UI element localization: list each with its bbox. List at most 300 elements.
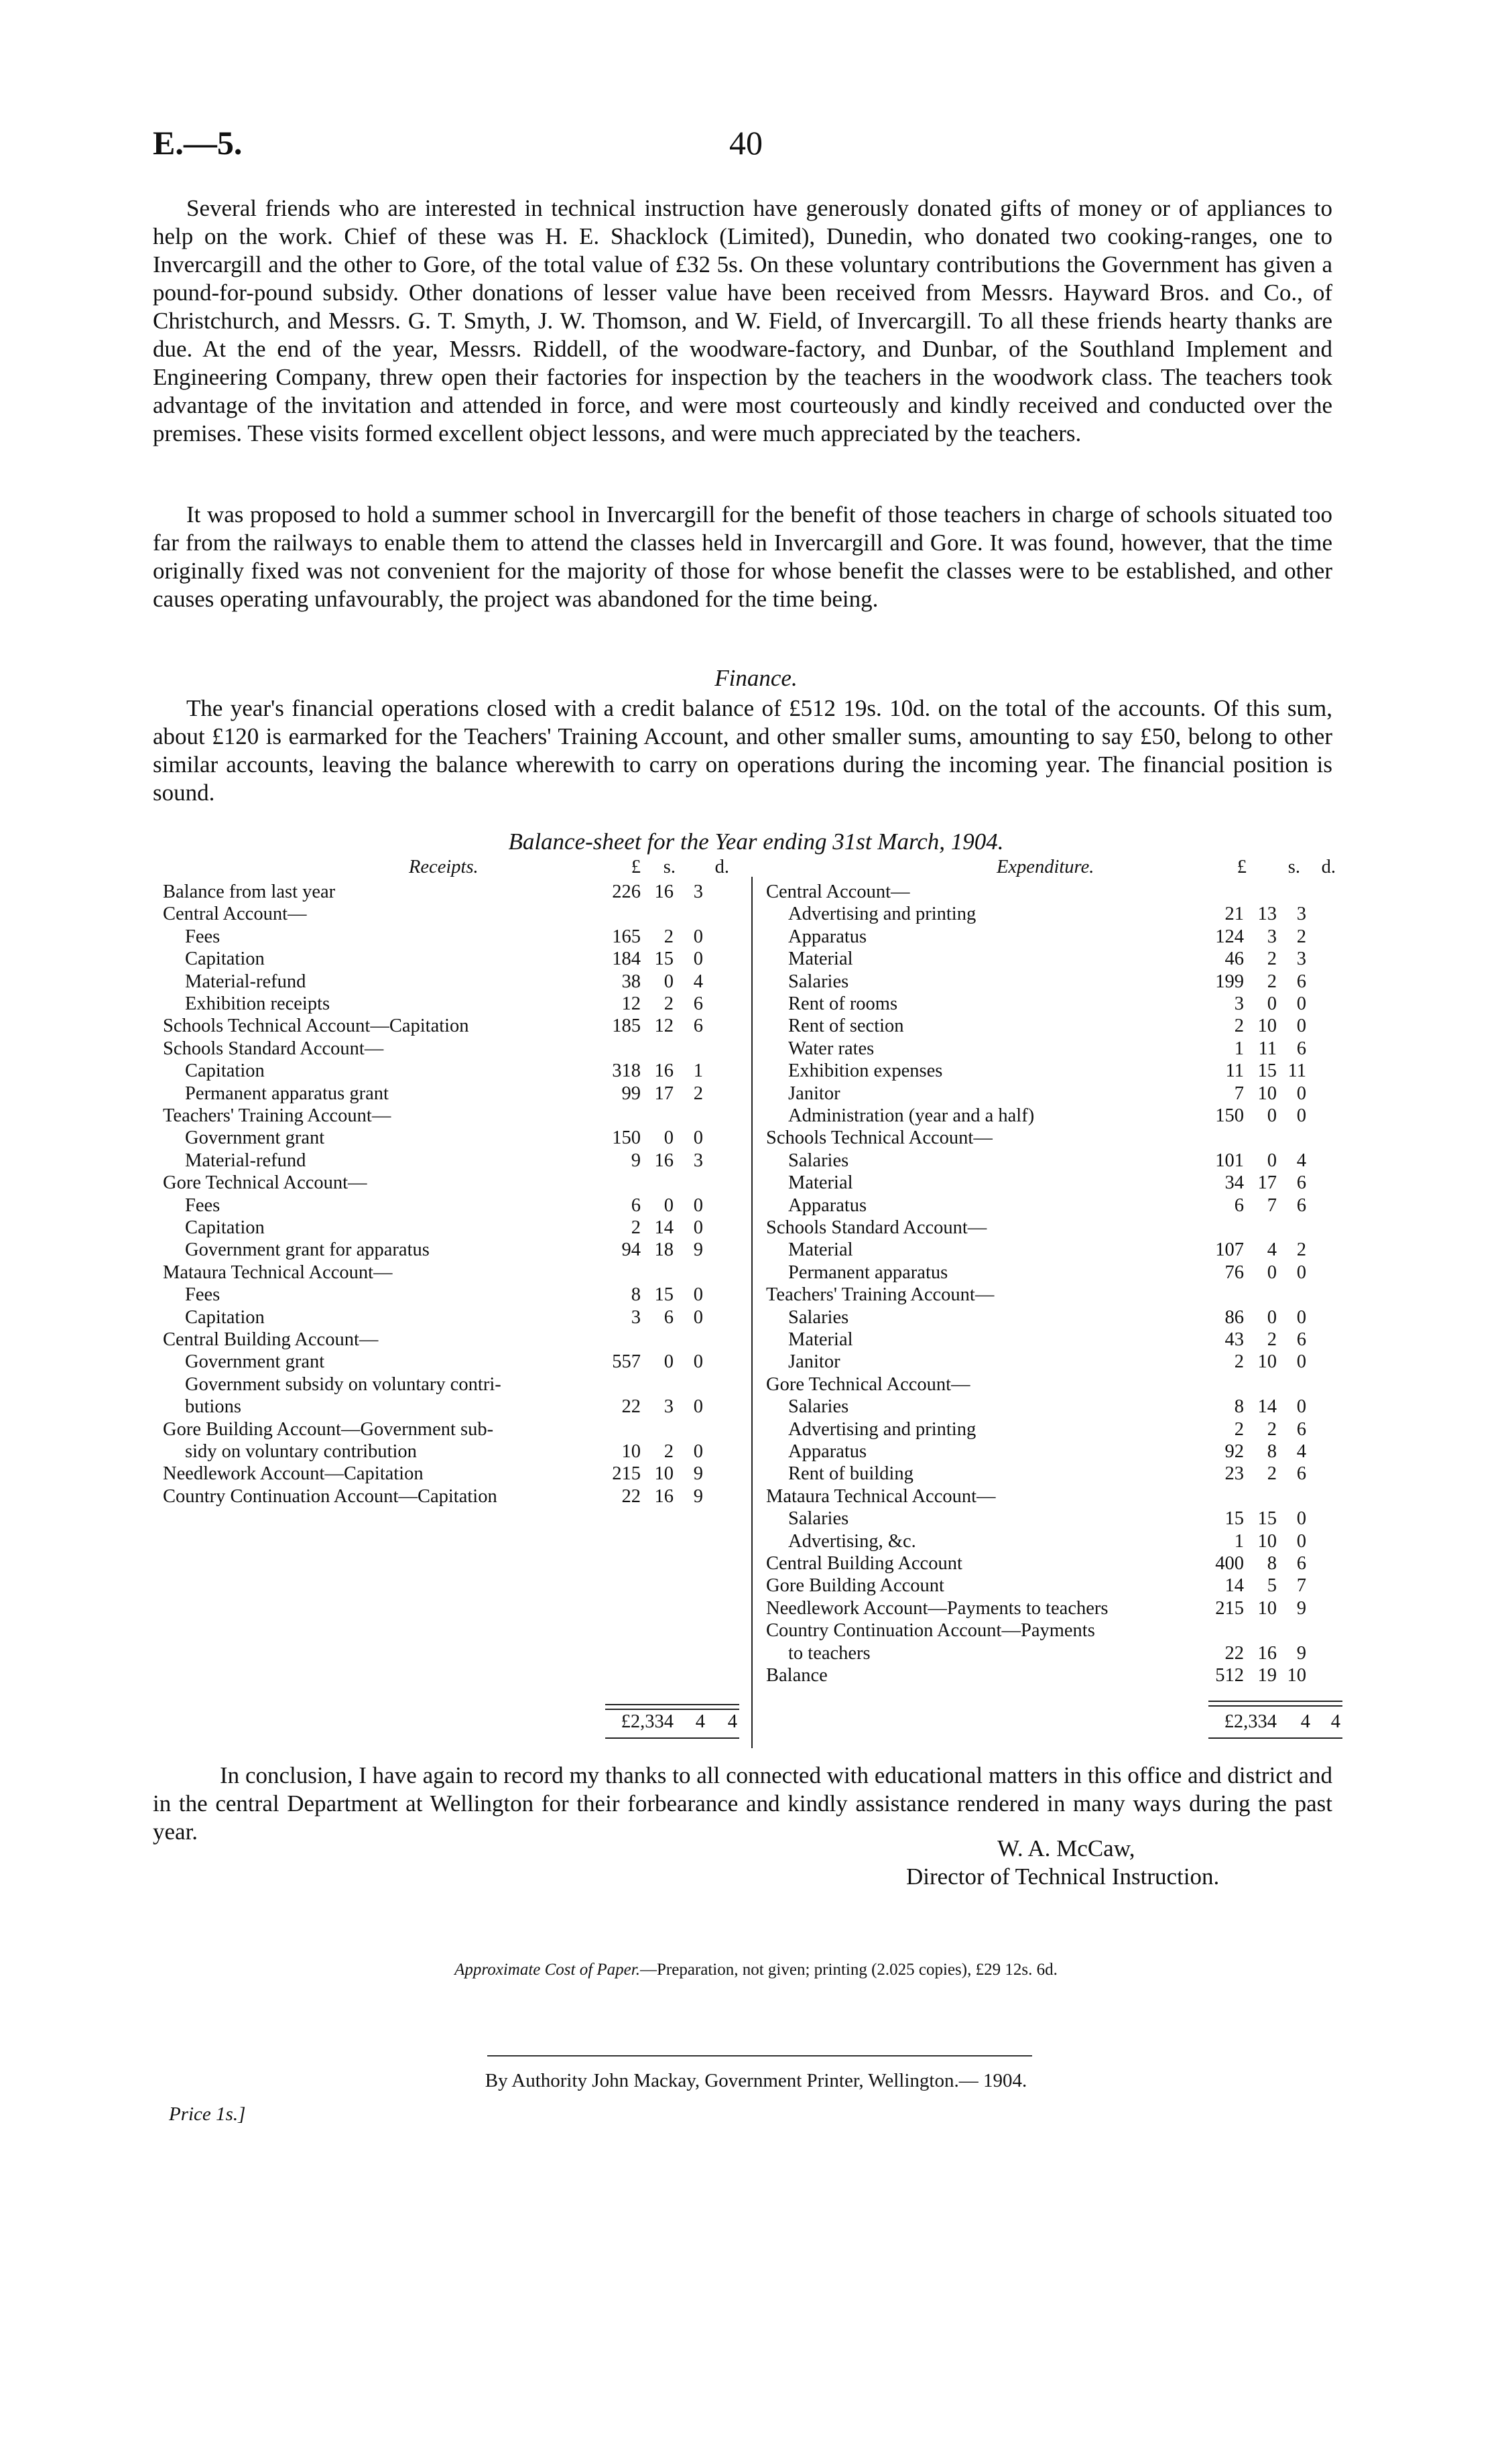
closing-paragraph [153,1762,1332,1846]
ledger-amount-l: 14 [1224,1575,1244,1597]
ledger-label: Janitor [788,1083,840,1104]
ledger-amount-s: 14 [654,1217,674,1238]
ledger-amount-l: 22 [621,1485,641,1507]
ledger-amount-d: 0 [1296,1530,1306,1552]
ledger-row [766,1105,1342,1127]
ledger-row [163,1105,746,1127]
ledger-label: Material [788,948,853,970]
ledger-label: Government subsidy on voluntary contri- [185,1373,501,1395]
ledger-row [766,1306,1342,1329]
ledger-row [766,1373,1342,1396]
expenditure-ledger [766,881,1342,1719]
ledger-label: Advertising and printing [788,904,976,925]
ledger-amount-l: 76 [1224,1262,1244,1283]
ledger-label: Exhibition receipts [185,993,330,1014]
ledger-amount-s: 2 [1267,1329,1277,1350]
ledger-amount-s: 0 [664,971,674,992]
ledger-amount-d: 0 [693,1351,703,1373]
ledger-label: Balance [766,1665,828,1686]
ledger-amount-s: 2 [1267,1463,1277,1485]
ledger-amount-s: 7 [1267,1194,1277,1216]
ledger-row [766,948,1342,970]
ledger-amount-d: 0 [1296,1306,1306,1328]
ledger-amount-s: 0 [1267,1105,1277,1126]
ledger-row [766,881,1342,903]
ledger-amount-l: 226 [612,881,641,902]
ledger-label: Permanent apparatus [788,1262,948,1283]
ledger-amount-d: 0 [693,1217,703,1238]
ledger-label: Fees [185,1284,220,1306]
ledger-label: Needlework Account—Capitation [163,1463,424,1485]
ledger-amount-s: 2 [1267,971,1277,992]
ledger-row [163,1396,746,1418]
ledger-amount-s: 19 [1257,1665,1277,1686]
ledger-amount-d: 9 [1296,1597,1306,1619]
ledger-amount-d: 6 [1296,1194,1306,1216]
receipts-total-rule-bottom [605,1737,739,1739]
ledger-label: Capitation [185,1306,265,1328]
receipts-total-l: £2,334 [621,1711,674,1732]
ledger-amount-d: 2 [1296,1239,1306,1261]
ledger-row [766,1351,1342,1373]
currency-shilling-receipts: s. [663,857,676,877]
ledger-row [163,1306,746,1329]
ledger-row [766,1418,1342,1440]
ledger-amount-l: 557 [612,1351,641,1373]
ledger-amount-l: 101 [1215,1150,1244,1171]
ledger-amount-d: 0 [1296,1508,1306,1530]
ledger-amount-l: 3 [631,1306,641,1328]
ledger-amount-s: 8 [1267,1553,1277,1574]
paragraph-text: It was proposed to hold a summer school in Invercargill for the benefit of those teachers in charge of schools situated too far from the railways to enable them to attend the classes held in Invercargill and Gore. It was found, however, that the time originally fixed was not convenient for the majority of those for whose benefit the classes were to be established, and other causes operating unfavourably, the project was abandoned for the time being. [153,501,1332,612]
ledger-row [766,971,1342,993]
ledger-label: Central Building Account— [163,1329,379,1350]
ledger-label: Teachers' Training Account— [163,1105,391,1126]
ledger-amount-l: 94 [621,1239,641,1261]
receipts-total-rule-top [605,1704,739,1705]
ledger-label: Rent of section [788,1016,904,1037]
ledger-label: Material-refund [185,1150,306,1171]
ledger-amount-d: 2 [693,1083,703,1104]
page-ref: E.—5. [153,124,243,162]
ledger-amount-l: 6 [1234,1194,1244,1216]
ledger-amount-s: 18 [654,1239,674,1261]
ledger-amount-l: 11 [1225,1060,1244,1082]
ledger-amount-s: 14 [1257,1396,1277,1418]
ledger-amount-s: 0 [1267,1262,1277,1283]
currency-shilling-expenditure: s. [1287,857,1300,877]
ledger-label: Advertising and printing [788,1418,976,1440]
ledger-row [163,1284,746,1306]
ledger-row [766,1619,1342,1642]
receipts-heading: Receipts. [409,857,479,877]
ledger-row [766,1575,1342,1597]
ledger-row [766,1329,1342,1351]
ledger-amount-l: 1 [1234,1530,1244,1552]
footer-rule [487,2055,1032,2057]
ledger-label: Schools Standard Account— [163,1038,384,1059]
ledger-label: to teachers [788,1642,871,1664]
ledger-label: Apparatus [788,1441,867,1462]
paragraph-text: The year's financial operations closed with a credit balance of £512 19s. 10d. on the total of the accounts. Of this sum, about £120 is earmarked for the Teachers' Training Account, and other smaller sums, amounting to say £50, belong to other similar accounts, leaving the balance wherewith to carry on operations during the incoming year. The financial position is sound. [153,695,1332,806]
ledger-amount-l: 400 [1215,1553,1244,1574]
receipts-total-d: 4 [727,1711,737,1732]
ledger-row [766,903,1342,925]
ledger-row [766,1485,1342,1508]
ledger-label: Schools Standard Account— [766,1217,987,1238]
ledger-row [766,1015,1342,1037]
ledger-amount-s: 10 [1257,1530,1277,1552]
ledger-amount-s: 15 [654,948,674,970]
expenditure-total-rule-top [1208,1701,1342,1702]
ledger-row [163,1262,746,1284]
ledger-label: Central Building Account [766,1553,962,1574]
ledger-label: Gore Technical Account— [163,1172,367,1194]
ledger-row [163,1038,746,1060]
ledger-row [163,1060,746,1082]
ledger-row [766,1150,1342,1172]
currency-pound-receipts: £ [631,857,641,877]
receipts-ledger [163,881,746,1719]
balance-sheet-title: Balance-sheet for the Year ending 31st March, 1904. [508,829,1004,855]
ledger-amount-d: 1 [693,1060,703,1082]
expenditure-total-s: 4 [1300,1711,1310,1732]
ledger-amount-d: 0 [693,1441,703,1462]
ledger-amount-s: 13 [1257,904,1277,925]
ledger-row [766,1060,1342,1082]
ledger-amount-s: 10 [1257,1351,1277,1373]
ledger-amount-s: 16 [654,881,674,902]
ledger-amount-d: 4 [693,971,703,992]
ledger-amount-l: 2 [631,1217,641,1238]
ledger-amount-l: 15 [1224,1508,1244,1530]
ledger-amount-s: 0 [664,1127,674,1149]
ledger-amount-d: 6 [1296,1418,1306,1440]
ledger-amount-d: 0 [1296,1262,1306,1283]
ledger-amount-l: 22 [1224,1642,1244,1664]
ledger-row [163,1463,746,1485]
ledger-row [766,1508,1342,1530]
ledger-label: Gore Building Account [766,1575,944,1597]
ledger-row [766,1172,1342,1194]
ledger-amount-l: 150 [612,1127,641,1149]
ledger-row [766,1284,1342,1306]
ledger-label: Water rates [788,1038,875,1059]
expenditure-total-rule-top2 [1208,1705,1342,1707]
ledger-amount-d: 6 [1296,971,1306,992]
ledger-amount-s: 12 [654,1016,674,1037]
ledger-row [766,1217,1342,1239]
ledger-label: Government grant [185,1127,325,1149]
ledger-amount-d: 9 [1296,1642,1306,1664]
ledger-amount-s: 15 [1257,1508,1277,1530]
ledger-amount-s: 10 [1257,1016,1277,1037]
ledger-amount-d: 0 [1296,1396,1306,1418]
ledger-amount-s: 6 [664,1306,674,1328]
ledger-label: butions [185,1396,241,1418]
ledger-row [766,993,1342,1015]
ledger-label: Country Continuation Account—Payments [766,1620,1095,1642]
ledger-amount-l: 43 [1224,1329,1244,1350]
ledger-amount-d: 0 [1296,1351,1306,1373]
currency-pence-receipts: d. [714,857,729,877]
ledger-amount-l: 165 [612,926,641,947]
ledger-amount-s: 8 [1267,1441,1277,1462]
ledger-row [163,948,746,970]
ledger-amount-s: 3 [1267,926,1277,947]
ledger-row [766,1262,1342,1284]
ledger-label: Fees [185,1194,220,1216]
ledger-amount-d: 6 [1296,1463,1306,1485]
ledger-amount-d: 0 [1296,1016,1306,1037]
ledger-row [766,1664,1342,1686]
ledger-amount-d: 4 [1296,1150,1306,1171]
approximate-cost-text: —Preparation, not given; printing (2.025 copies), £29 12s. 6d. [640,1961,1058,1979]
ledger-amount-d: 9 [693,1485,703,1507]
ledger-amount-l: 38 [621,971,641,992]
ledger-label: Salaries [788,1306,849,1328]
ledger-label: Country Continuation Account—Capitation [163,1485,497,1507]
ledger-row [766,1530,1342,1552]
ledger-amount-d: 3 [1296,904,1306,925]
ledger-amount-s: 2 [664,993,674,1014]
ledger-label: Capitation [185,1060,265,1082]
ledger-row [163,1351,746,1373]
expenditure-total-l: £2,334 [1224,1711,1277,1732]
ledger-label: Material [788,1329,853,1350]
ledger-amount-l: 34 [1224,1172,1244,1194]
ledger-amount-d: 4 [1296,1441,1306,1462]
ledger-amount-l: 150 [1215,1105,1244,1126]
ledger-label: Exhibition expenses [788,1060,943,1082]
column-divider [751,877,753,1748]
ledger-label: Material [788,1239,853,1261]
ledger-amount-s: 0 [1267,1150,1277,1171]
ledger-row [163,1440,746,1463]
ledger-label: Apparatus [788,926,867,947]
ledger-row [766,1642,1342,1664]
page-number: 40 [729,124,763,162]
approximate-cost-label: Approximate Cost of Paper. [454,1961,640,1979]
ledger-amount-s: 2 [1267,948,1277,970]
ledger-amount-s: 3 [664,1396,674,1418]
ledger-amount-l: 1 [1234,1038,1244,1059]
ledger-label: Schools Technical Account— [766,1127,993,1149]
ledger-row [766,1396,1342,1418]
ledger-label: Government grant [185,1351,325,1373]
ledger-label: Salaries [788,1508,849,1530]
price-note: Price 1s.] [169,2103,246,2125]
ledger-amount-d: 0 [693,1194,703,1216]
ledger-amount-l: 184 [612,948,641,970]
ledger-amount-d: 0 [693,926,703,947]
ledger-row [766,926,1342,948]
ledger-row [163,1150,746,1172]
ledger-amount-l: 23 [1224,1463,1244,1485]
ledger-amount-l: 318 [612,1060,641,1082]
ledger-row [766,1194,1342,1217]
ledger-amount-d: 3 [693,1150,703,1171]
ledger-amount-l: 124 [1215,926,1244,947]
currency-pound-expenditure: £ [1237,857,1247,877]
ledger-amount-d: 3 [1296,948,1306,970]
ledger-row [163,1418,746,1440]
ledger-row [163,1015,746,1037]
ledger-row [163,1172,746,1194]
ledger-amount-d: 0 [1296,993,1306,1014]
ledger-amount-s: 11 [1258,1038,1277,1059]
ledger-row [163,1485,746,1508]
ledger-amount-s: 10 [654,1463,674,1485]
ledger-label: Salaries [788,1396,849,1418]
ledger-amount-l: 512 [1215,1665,1244,1686]
ledger-label: Advertising, &c. [788,1530,916,1552]
ledger-label: Salaries [788,971,849,992]
ledger-label: Capitation [185,1217,265,1238]
ledger-amount-l: 99 [621,1083,641,1104]
ledger-row [163,971,746,993]
ledger-label: Permanent apparatus grant [185,1083,389,1104]
ledger-row [163,1329,746,1351]
approximate-cost [0,1961,1512,1979]
ledger-label: Mataura Technical Account— [163,1262,393,1283]
ledger-label: Mataura Technical Account— [766,1485,996,1507]
ledger-amount-s: 16 [654,1060,674,1082]
ledger-amount-d: 10 [1287,1665,1306,1686]
ledger-label: Material [788,1172,853,1194]
ledger-label: Gore Technical Account— [766,1373,970,1395]
ledger-amount-d: 0 [693,948,703,970]
ledger-label: sidy on voluntary contribution [185,1441,417,1462]
ledger-label: Teachers' Training Account— [766,1284,995,1306]
ledger-amount-s: 16 [654,1485,674,1507]
ledger-amount-s: 16 [654,1150,674,1171]
ledger-amount-l: 185 [612,1016,641,1037]
ledger-amount-d: 3 [693,881,703,902]
ledger-amount-d: 6 [693,993,703,1014]
ledger-amount-l: 22 [621,1396,641,1418]
signature-name: W. A. McCaw, [997,1835,1135,1861]
ledger-row [163,881,746,903]
ledger-amount-l: 12 [621,993,641,1014]
ledger-amount-d: 6 [1296,1329,1306,1350]
signature-title: Director of Technical Instruction. [906,1863,1220,1890]
ledger-amount-d: 0 [693,1127,703,1149]
ledger-amount-s: 5 [1267,1575,1277,1597]
ledger-amount-s: 2 [664,926,674,947]
ledger-amount-d: 0 [1296,1083,1306,1104]
ledger-amount-s: 10 [1257,1083,1277,1104]
ledger-row [766,1083,1342,1105]
ledger-amount-d: 9 [693,1239,703,1261]
receipts-total-s: 4 [695,1711,705,1732]
ledger-label: Salaries [788,1150,849,1171]
ledger-amount-s: 0 [664,1194,674,1216]
ledger-label: Central Account— [163,904,307,925]
ledger-label: Rent of rooms [788,993,898,1014]
ledger-row [163,1194,746,1217]
ledger-amount-l: 92 [1224,1441,1244,1462]
ledger-label: Janitor [788,1351,840,1373]
ledger-amount-d: 11 [1287,1060,1306,1082]
ledger-amount-l: 6 [631,1194,641,1216]
ledger-amount-l: 8 [631,1284,641,1306]
ledger-amount-d: 6 [693,1016,703,1037]
ledger-row [163,1373,746,1396]
ledger-amount-l: 86 [1224,1306,1244,1328]
ledger-amount-d: 7 [1296,1575,1306,1597]
ledger-amount-d: 6 [1296,1553,1306,1574]
ledger-label: Administration (year and a half) [788,1105,1035,1126]
authority-line: By Authority John Mackay, Government Printer, Wellington.— 1904. [485,2070,1027,2091]
ledger-amount-l: 215 [1215,1597,1244,1619]
receipts-total-rule-top2 [605,1709,739,1710]
ledger-amount-s: 0 [1267,1306,1277,1328]
ledger-label: Central Account— [766,881,910,902]
ledger-label: Capitation [185,948,265,970]
ledger-row [163,903,746,925]
ledger-amount-l: 9 [631,1150,641,1171]
ledger-amount-l: 10 [621,1441,641,1462]
ledger-label: Needlework Account—Payments to teachers [766,1597,1109,1619]
ledger-label: Apparatus [788,1194,867,1216]
ledger-amount-d: 6 [1296,1172,1306,1194]
ledger-label: Schools Technical Account—Capitation [163,1016,469,1037]
currency-pence-expenditure: d. [1321,857,1336,877]
ledger-amount-s: 16 [1257,1642,1277,1664]
ledger-row [766,1127,1342,1149]
ledger-amount-l: 3 [1234,993,1244,1014]
ledger-amount-d: 6 [1296,1038,1306,1059]
ledger-row [766,1597,1342,1619]
ledger-amount-l: 21 [1224,904,1244,925]
ledger-label: Government grant for apparatus [185,1239,430,1261]
ledger-amount-l: 215 [612,1463,641,1485]
ledger-label: Fees [185,926,220,947]
paragraph-finance [153,694,1332,807]
ledger-label: Rent of building [788,1463,914,1485]
ledger-amount-s: 10 [1257,1597,1277,1619]
ledger-amount-l: 107 [1215,1239,1244,1261]
ledger-row [766,1239,1342,1261]
ledger-row [163,926,746,948]
ledger-row [163,1127,746,1149]
ledger-amount-s: 0 [664,1351,674,1373]
ledger-amount-d: 0 [1296,1105,1306,1126]
ledger-row [766,1463,1342,1485]
ledger-amount-d: 9 [693,1463,703,1485]
ledger-amount-d: 2 [1296,926,1306,947]
paragraph-summer-school [153,501,1332,613]
ledger-amount-l: 7 [1234,1083,1244,1104]
ledger-amount-d: 0 [693,1284,703,1306]
expenditure-total-d: 4 [1330,1711,1340,1732]
ledger-row [766,1440,1342,1463]
expenditure-total-rule-bottom [1208,1737,1342,1739]
ledger-amount-l: 2 [1234,1418,1244,1440]
ledger-amount-l: 199 [1215,971,1244,992]
ledger-row [163,1239,746,1261]
ledger-row [163,1083,746,1105]
ledger-label: Material-refund [185,971,306,992]
ledger-label: Balance from last year [163,881,336,902]
paragraph-text: Several friends who are interested in technical instruction have generously donated gifts of money or of appliances to help on the work. Chief of these was H. E. Shacklock (Limited), Dunedin, who donated two cooking-ranges, one to Invercargill and the other to Gore, of the total value of £32 5s. On these voluntary contributions the Government has given a pound-for-pound subsidy. Other donations of lesser value have been received from Messrs. Hayward Bros. and Co., of Christchurch, and Messrs. G. T. Smyth, J. W. Thomson, and W. Field, of Invercargill. To all these friends hearty thanks are due. At the end of the year, Messrs. Riddell, of the woodware-factory, and Dunbar, of the Southland Implement and Engineering Company, threw open their factories for inspection by the teachers in the woodwork class. The teachers took advantage of the invitation and attended in force, and were most courteously and kindly received and conducted over the premises. These visits formed excellent object lessons, and were much appreciated by the teachers. [153,195,1332,446]
ledger-row [766,1038,1342,1060]
ledger-label: Gore Building Account—Government sub- [163,1418,494,1440]
ledger-amount-l: 46 [1224,948,1244,970]
paragraph-text: In conclusion, I have again to record my thanks to all connected with educational matters in this office and district and in the central Department at Wellington for their forbearance and kindly assistance rendered in many ways during the past year. [153,1762,1332,1845]
ledger-amount-s: 2 [664,1441,674,1462]
